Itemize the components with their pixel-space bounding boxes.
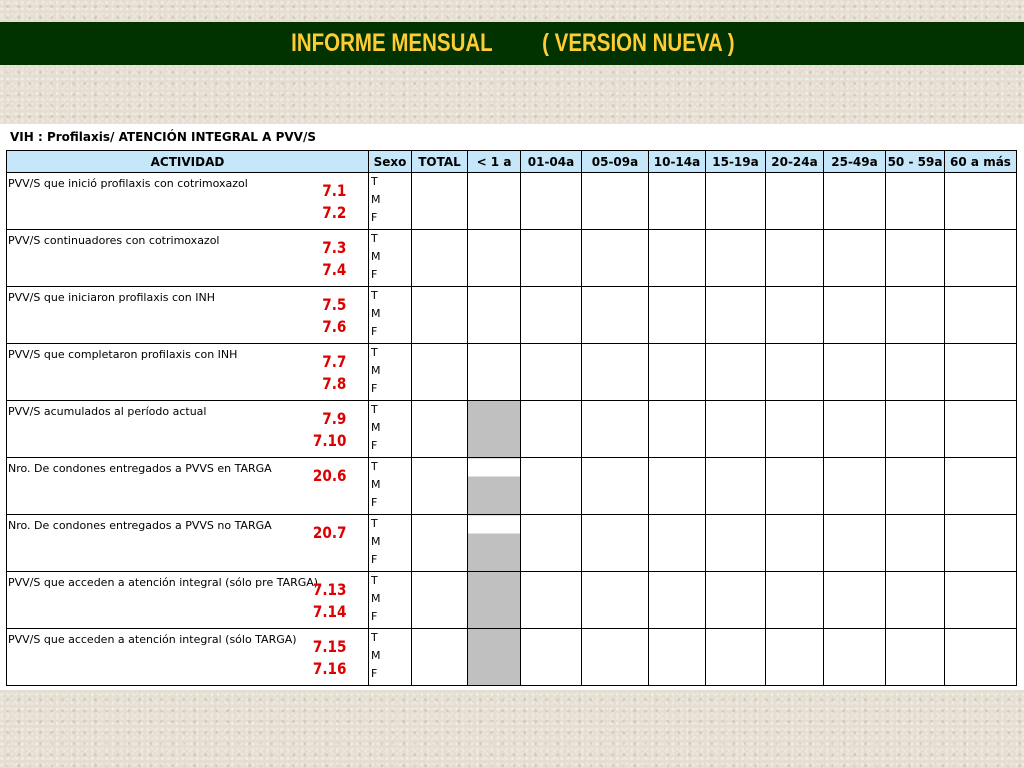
data-entry-cell[interactable] [649,401,706,458]
data-entry-cell[interactable] [521,344,582,401]
sexo-label: T [371,346,378,359]
col-header-age-50-59: 50 - 59a [886,151,945,173]
data-entry-cell[interactable] [766,515,824,572]
data-entry-cell[interactable] [412,515,468,572]
data-entry-cell[interactable] [521,401,582,458]
sexo-label: M [371,364,381,377]
indicator-code: 7.8 [321,374,346,393]
indicator-code: 7.1 [321,181,346,200]
data-entry-cell[interactable] [412,173,468,230]
sexo-cell [369,173,412,230]
indicator-code: 7.6 [321,317,346,336]
data-entry-cell[interactable] [649,230,706,287]
data-entry-cell[interactable] [766,287,824,344]
sexo-cell [369,515,412,572]
sexo-label: T [371,403,378,416]
activity-label: Nro. De condones entregados a PVVS en TARGA [8,462,272,475]
sexo-cell [369,401,412,458]
data-entry-cell[interactable] [521,572,582,629]
table-row [7,173,1017,230]
table-row [7,401,1017,458]
data-entry-cell[interactable] [649,344,706,401]
sexo-label: F [371,268,378,281]
data-entry-cell[interactable] [945,629,1017,686]
table-row [7,344,1017,401]
page-subtitle: ( VERSION NUEVA ) [541,29,735,57]
data-entry-cell[interactable] [766,572,824,629]
data-entry-cell[interactable] [412,344,468,401]
indicator-code: 7.2 [321,203,346,222]
data-entry-cell[interactable] [766,401,824,458]
activity-label: PVV/S que completaron profilaxis con INH [8,348,238,361]
activity-label: PVV/S que acceden a atención integral (sólo pre TARGA) [8,576,319,589]
col-header-age-05-09: 05-09a [582,151,649,173]
activity-cell [7,572,369,629]
data-entry-cell[interactable] [412,230,468,287]
sexo-cell [369,230,412,287]
data-entry-cell[interactable] [706,173,766,230]
data-entry-cell[interactable] [945,458,1017,515]
sexo-cell [369,629,412,686]
activity-label: PVV/S acumulados al período actual [8,405,207,418]
data-entry-cell[interactable] [824,572,886,629]
activity-cell [7,344,369,401]
header-row [7,151,1017,173]
data-entry-cell[interactable] [521,230,582,287]
sexo-label: T [371,460,378,473]
sexo-label: F [371,439,378,452]
data-entry-cell[interactable] [649,515,706,572]
data-entry-cell[interactable] [824,287,886,344]
data-entry-cell[interactable] [521,173,582,230]
data-entry-cell[interactable] [649,458,706,515]
sexo-label: T [371,232,378,245]
table-row [7,458,1017,515]
sexo-label: F [371,667,378,680]
data-entry-cell[interactable] [766,173,824,230]
data-entry-cell[interactable] [582,458,649,515]
indicator-code: 7.9 [321,409,346,428]
report-sheet [0,124,1024,690]
data-entry-cell[interactable] [886,287,945,344]
indicator-code: 7.3 [321,238,346,257]
data-entry-cell [468,401,521,458]
data-entry-cell[interactable] [649,629,706,686]
sexo-cell [369,344,412,401]
sexo-label: T [371,517,378,530]
data-entry-cell[interactable] [582,173,649,230]
table-row [7,287,1017,344]
col-header-actividad: ACTIVIDAD [7,151,369,173]
activity-cell [7,629,369,686]
sexo-label: M [371,307,381,320]
data-entry-cell[interactable] [582,401,649,458]
data-entry-cell[interactable] [886,458,945,515]
data-entry-cell[interactable] [766,344,824,401]
data-entry-cell[interactable] [766,629,824,686]
data-entry-cell[interactable] [766,458,824,515]
col-header-age-60-plus: 60 a más [945,151,1017,173]
data-entry-cell[interactable] [945,230,1017,287]
activity-label: PVV/S que iniciaron profilaxis con INH [8,291,215,304]
col-header-sexo: Sexo [369,151,412,173]
data-entry-cell[interactable] [706,629,766,686]
col-header-age-lt1: < 1 a [468,151,521,173]
indicator-code: 7.5 [321,295,346,314]
data-entry-cell[interactable] [412,458,468,515]
activity-cell [7,458,369,515]
data-entry-cell[interactable] [582,287,649,344]
report-table [6,150,1017,686]
data-entry-cell[interactable] [824,458,886,515]
indicator-code: 7.14 [312,602,346,621]
data-entry-cell[interactable] [582,629,649,686]
sexo-label: M [371,535,381,548]
sexo-cell [369,572,412,629]
data-entry-cell [468,629,521,686]
indicator-code: 7.15 [312,637,346,656]
activity-cell [7,230,369,287]
data-entry-cell[interactable] [824,401,886,458]
data-entry-cell[interactable] [412,401,468,458]
indicator-code: 7.13 [312,580,346,599]
activity-cell [7,173,369,230]
data-entry-cell [468,572,521,629]
indicator-code: 7.4 [321,260,346,279]
data-entry-cell[interactable] [886,173,945,230]
data-entry-cell[interactable] [945,173,1017,230]
activity-cell [7,401,369,458]
data-entry-cell[interactable] [706,230,766,287]
data-entry-cell[interactable] [886,401,945,458]
data-entry-cell[interactable] [824,173,886,230]
data-entry-cell[interactable] [649,173,706,230]
sexo-label: M [371,250,381,263]
indicator-code: 20.7 [312,523,346,542]
data-entry-cell[interactable] [886,230,945,287]
col-header-age-25-49: 25-49a [824,151,886,173]
table-row [7,230,1017,287]
title-bar [0,22,1024,65]
sexo-label: M [371,193,381,206]
table-row [7,629,1017,686]
data-entry-cell[interactable] [766,230,824,287]
data-entry-cell[interactable] [468,344,521,401]
indicator-code: 7.10 [312,431,346,450]
col-header-age-01-04: 01-04a [521,151,582,173]
data-entry-cell[interactable] [521,515,582,572]
col-header-age-20-24: 20-24a [766,151,824,173]
data-entry-cell[interactable] [886,572,945,629]
data-entry-cell[interactable] [468,458,521,515]
data-entry-cell[interactable] [886,344,945,401]
data-entry-cell[interactable] [824,230,886,287]
data-entry-cell[interactable] [468,230,521,287]
sexo-label: F [371,553,378,566]
sexo-label: T [371,631,378,644]
sexo-label: F [371,382,378,395]
data-entry-cell[interactable] [706,287,766,344]
data-entry-cell[interactable] [521,458,582,515]
data-entry-cell[interactable] [649,572,706,629]
page-title: INFORME MENSUAL [290,29,493,57]
sexo-label: F [371,325,378,338]
data-entry-cell[interactable] [582,344,649,401]
col-header-age-10-14: 10-14a [649,151,706,173]
activity-label: PVV/S continuadores con cotrimoxazol [8,234,220,247]
sexo-cell [369,287,412,344]
sexo-label: F [371,211,378,224]
data-entry-cell[interactable] [706,515,766,572]
activity-label: PVV/S que inició profilaxis con cotrimoxazol [8,177,248,190]
indicator-code: 20.6 [312,466,346,485]
sexo-label: T [371,574,378,587]
data-entry-cell[interactable] [521,629,582,686]
data-entry-cell[interactable] [945,401,1017,458]
data-entry-cell[interactable] [582,515,649,572]
indicator-code: 7.7 [321,352,346,371]
data-entry-cell[interactable] [521,287,582,344]
data-entry-cell[interactable] [582,572,649,629]
activity-label: Nro. De condones entregados a PVVS no TARGA [8,519,272,532]
data-entry-cell[interactable] [412,629,468,686]
activity-cell [7,287,369,344]
data-entry-cell[interactable] [706,344,766,401]
sexo-label: F [371,496,378,509]
data-entry-cell[interactable] [468,287,521,344]
data-entry-cell[interactable] [824,344,886,401]
sexo-label: T [371,175,378,188]
sexo-label: M [371,478,381,491]
data-entry-cell[interactable] [706,458,766,515]
data-entry-cell[interactable] [412,572,468,629]
data-entry-cell[interactable] [412,287,468,344]
data-entry-cell[interactable] [886,515,945,572]
sexo-label: F [371,610,378,623]
data-entry-cell[interactable] [468,173,521,230]
sexo-label: M [371,649,381,662]
section-title: VIH : Profilaxis/ ATENCIÓN INTEGRAL A PVV/S [10,130,316,144]
data-entry-cell[interactable] [945,287,1017,344]
sexo-label: M [371,592,381,605]
indicator-code: 7.16 [312,659,346,678]
data-entry-cell[interactable] [886,629,945,686]
data-entry-cell[interactable] [824,515,886,572]
data-entry-cell[interactable] [945,572,1017,629]
data-entry-cell[interactable] [582,230,649,287]
data-entry-cell[interactable] [945,515,1017,572]
table-row [7,572,1017,629]
data-entry-cell[interactable] [706,401,766,458]
sexo-label: M [371,421,381,434]
data-entry-cell[interactable] [706,572,766,629]
activity-cell [7,515,369,572]
data-entry-cell[interactable] [824,629,886,686]
sexo-label: T [371,289,378,302]
table-row [7,515,1017,572]
col-header-total: TOTAL [412,151,468,173]
sexo-cell [369,458,412,515]
activity-label: PVV/S que acceden a atención integral (sólo TARGA) [8,633,297,646]
data-entry-cell[interactable] [649,287,706,344]
col-header-age-15-19: 15-19a [706,151,766,173]
data-entry-cell[interactable] [468,515,521,572]
data-entry-cell[interactable] [945,344,1017,401]
